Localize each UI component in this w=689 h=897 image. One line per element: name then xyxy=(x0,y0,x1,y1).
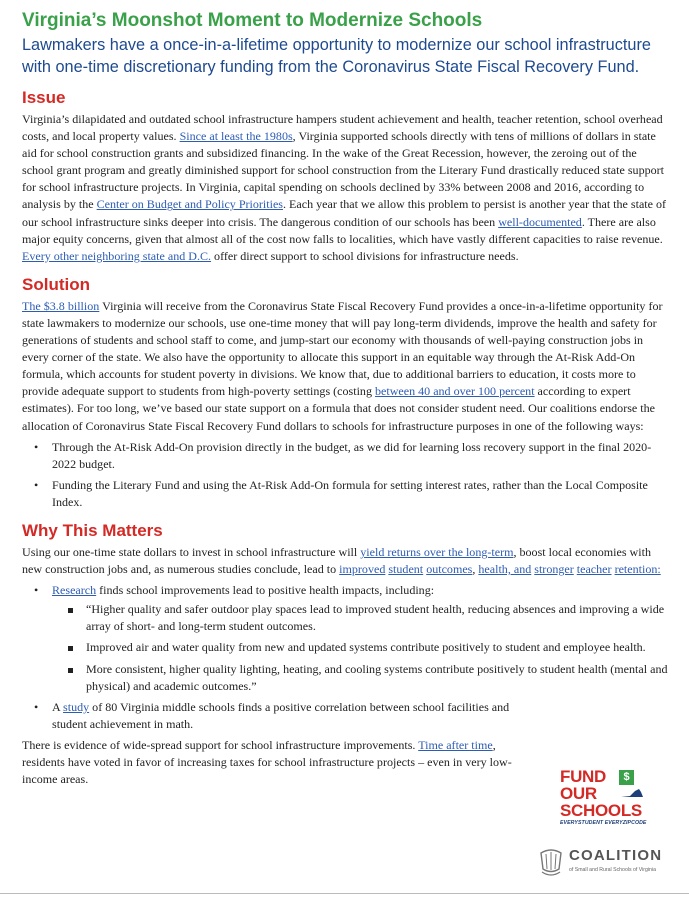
solution-heading: Solution xyxy=(22,274,90,294)
why-heading: Why This Matters xyxy=(22,520,163,540)
research-subitem-2: Improved air and water quality from new and updated systems contribute positively to student and employee health. xyxy=(86,639,670,656)
virginia-map-icon xyxy=(620,787,644,799)
solution-text-2: according to expert estimates). For too long, we’ve based our state support on a formula that does not consider student need. Our coalitions endorse the allocation of Coronavirus State Fiscal Recovery Fund dollars to schools for infrastructure purposes in one of the following ways: xyxy=(22,384,655,433)
link-since-1980s[interactable]: Since at least the 1980s xyxy=(179,129,293,144)
solution-paragraph xyxy=(22,298,670,435)
page-subtitle: Lawmakers have a once-in-a-lifetime opportunity to modernize our school infrastructure with one-time discretionary funding from the Coronavirus State Fiscal Recovery Fund. xyxy=(22,36,651,76)
link-cbpp[interactable]: Center on Budget and Policy Priorities xyxy=(96,197,283,212)
why-bullet-study xyxy=(52,699,542,733)
link-health[interactable]: health, and xyxy=(478,562,532,577)
link-neighboring-states[interactable]: Every other neighboring state and D.C. xyxy=(22,248,212,263)
fund-our-schools-logo xyxy=(560,768,660,830)
link-well-documented[interactable]: well-documented xyxy=(498,214,582,229)
closing-text-1: There is evidence of wide-spread support for school infrastructure improvements. xyxy=(22,737,419,752)
closing-text-2: , residents have voted in favor of increasing taxes for school infrastructure projects – even in very low-income areas. xyxy=(22,737,512,787)
link-time-after-time[interactable]: Time after time xyxy=(418,737,493,752)
page-title: Virginia’s Moonshot Moment to Modernize Schools xyxy=(22,10,483,31)
link-teacher[interactable]: teacher xyxy=(576,562,612,577)
link-long-term[interactable]: yield returns over the long-term xyxy=(360,544,514,559)
bottom-divider xyxy=(0,893,689,894)
closing-paragraph xyxy=(22,737,512,788)
link-study[interactable]: study xyxy=(63,699,90,714)
coalition-logo xyxy=(535,845,675,885)
coalition-name: COALITION xyxy=(569,847,663,864)
fund-logo-tagline: EVERYSTUDENT EVERYZIPCODE xyxy=(560,820,647,826)
issue-heading: Issue xyxy=(22,88,66,107)
dollar-sign-icon: $ xyxy=(619,770,634,785)
why-paragraph xyxy=(22,544,670,578)
why-bullet-research xyxy=(52,582,670,695)
issue-text-3: . Each year that we allow this problem to persist is another year that the state of our school infrastructure sinks deeper into crisis. The dangerous condition of our schools has been xyxy=(22,197,667,229)
why-bullet-study-a: A xyxy=(52,699,64,714)
solution-bullet-1: • Through the At-Risk Add-On provision directly in the budget, as we did for learning loss recovery support in the final 2020-2022 budget. xyxy=(52,439,670,473)
link-40-100-percent[interactable]: between 40 and over 100 percent xyxy=(374,384,535,399)
link-outcomes[interactable]: outcomes xyxy=(426,562,473,577)
school-bell-icon xyxy=(537,845,565,879)
solution-text-1: Virginia will receive from the Coronavirus State Fiscal Recovery Fund provides a once-in-a-lifetime opportunity for state lawmakers to modernize our schools, use one-time money that will pay long-term dividends, improve the health and safety for generations of students and school staff to come, and jump-start our economy with thousands of well-paying construction jobs in every corner of the state. We also have the opportunity to allocate this support in an equitable way through the At-Risk Add-On formula, which accounts for student poverty in divisions. We know that, due to additional barriers to education, it costs more to provide adequate support to students from high-poverty settings (costing xyxy=(22,298,663,399)
why-text-3: , xyxy=(472,562,479,577)
why-list xyxy=(22,582,670,733)
why-text-1: Using our one-time state dollars to invest in school infrastructure will xyxy=(22,544,361,559)
link-stronger[interactable]: stronger xyxy=(534,562,574,577)
link-improved[interactable]: improved xyxy=(339,562,386,577)
issue-text-4: . There are also major equity concerns, given that almost all of the cost now falls to localities, which have vastly different capacities to raise revenue. xyxy=(22,214,663,246)
fund-logo-line-1: FUND xyxy=(560,767,607,786)
link-research[interactable]: Research xyxy=(52,583,97,598)
issue-text-2: , Virginia supported schools directly with tens of millions of dollars in state aid for school construction grants and subsidized financing. In the wake of the Great Recession, however, the zeroing out of the school grant program and greatly diminished support for school construction from the Literary Fund drastically reduced state support for school infrastructure projects. In Virginia, capital spending on schools declined by 33% between 2008 and 2016, according to analysis by the xyxy=(22,129,665,212)
solution-bullet-2: • Funding the Literary Fund and using the At-Risk Add-On formula for setting interest rates, rather than the Local Composite Index. xyxy=(52,477,670,511)
fund-logo-line-3: SCHOOLS xyxy=(560,801,642,820)
research-subitem-1: “Higher quality and safer outdoor play spaces lead to improved student health, reducing absences and improving a wide array of short- and long-term student outcomes. xyxy=(86,601,670,635)
coalition-subtitle: of Small and Rural Schools of Virginia xyxy=(569,867,656,873)
research-subitem-3: More consistent, higher quality lighting, heating, and cooling systems contribute positively to student health (mental and physical) and academic outcomes.” xyxy=(86,661,670,695)
link-retention[interactable]: retention: xyxy=(614,562,661,577)
link-3-8-billion[interactable]: The $3.8 billion xyxy=(22,298,100,313)
issue-paragraph xyxy=(22,111,670,265)
issue-text-5: offer direct support to school divisions for infrastructure needs. xyxy=(211,248,519,263)
issue-text-1: Virginia’s dilapidated and outdated school infrastructure hampers student achievement and health, teacher retention, school overhead costs, and local property values. xyxy=(22,112,663,144)
research-sublist xyxy=(52,601,670,694)
link-student[interactable]: student xyxy=(388,562,424,577)
why-text-2: , boost local economies with new construction jobs and, as numerous studies conclude, lead to xyxy=(22,544,651,577)
solution-list xyxy=(22,439,670,511)
document-page xyxy=(22,10,670,788)
why-bullet-study-text: of 80 Virginia middle schools finds a positive correlation between school facilities and student achievement in math. xyxy=(52,699,510,731)
fund-logo-line-2: OUR xyxy=(560,784,597,803)
why-bullet-research-text: finds school improvements lead to positive health impacts, including: xyxy=(96,583,435,598)
